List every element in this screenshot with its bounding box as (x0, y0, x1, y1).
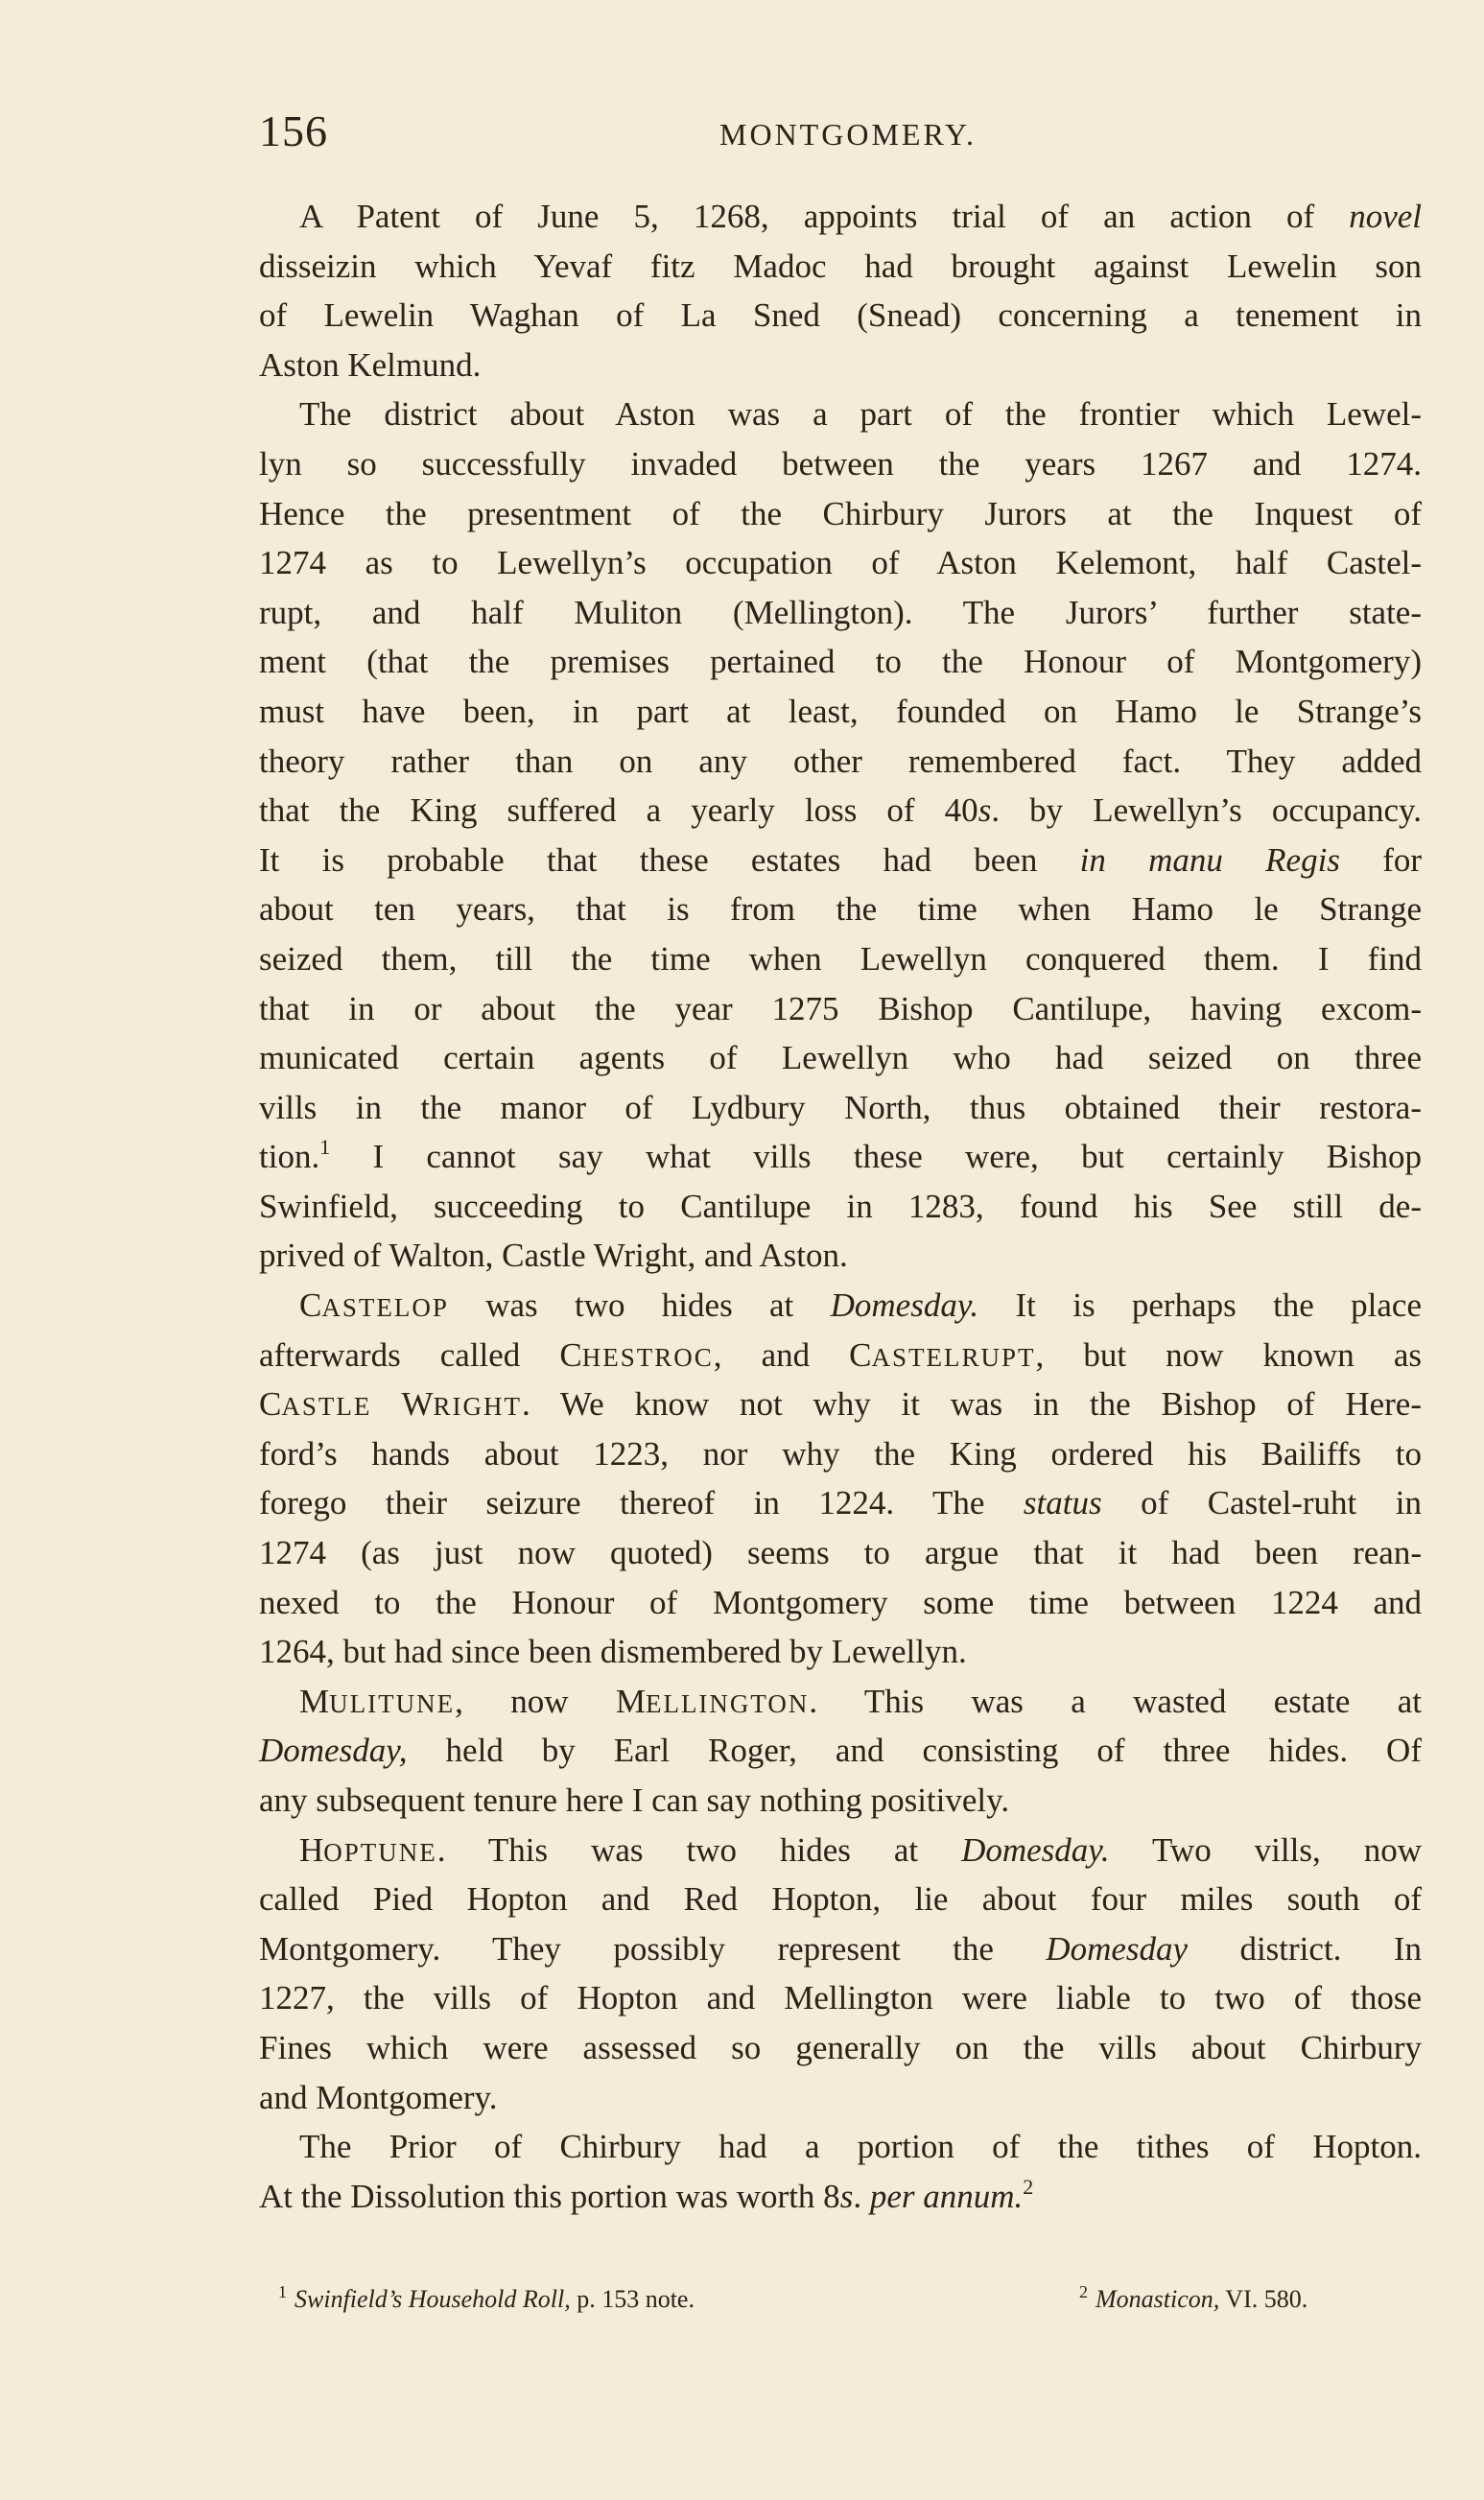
text-line (259, 1182, 1422, 1232)
footnote-marker: 2 (1023, 2174, 1034, 2199)
text-run: I cannot say what vills these were, but certainly Bishop (330, 1138, 1422, 1176)
small-caps-text: ELLINGTON (645, 1688, 810, 1718)
text-run: The district about Aston was a part of the frontier which Lewel- (299, 395, 1422, 434)
italic-text: in manu Regis (1079, 840, 1340, 879)
footnote-2 (1079, 2278, 1307, 2321)
text-run: , and C (713, 1335, 872, 1374)
text-line (259, 737, 1422, 787)
text-line (259, 242, 1422, 292)
text-run: C (259, 1385, 282, 1424)
text-line (259, 1826, 1422, 1875)
text-run: and Montgomery. (259, 2078, 498, 2116)
text-run: Two vills, now (1109, 1830, 1422, 1869)
text-run: afterwards called C (259, 1335, 582, 1374)
text-run: nexed to the Honour of Montgomery some time between 1224 and (259, 1583, 1422, 1621)
text-line (259, 2172, 1422, 2222)
text-line (259, 1033, 1422, 1083)
text-run: , but now known as (1035, 1335, 1422, 1374)
text-line (259, 538, 1422, 588)
text-run: called Pied Hopton and Red Hopton, lie about four miles south of (259, 1880, 1422, 1919)
text-line (259, 1380, 1422, 1429)
text-run: W (371, 1385, 434, 1424)
text-run: for (1339, 840, 1423, 879)
italic-text: Domesday (1046, 1929, 1189, 1968)
text-line (259, 1973, 1422, 2023)
text-run: municated certain agents of Lewellyn who had seized on three (259, 1039, 1422, 1077)
text-line (259, 192, 1422, 242)
running-head: MONTGOMERY. (719, 117, 977, 152)
text-line (259, 2023, 1422, 2073)
text-run: 1264, but had since been dismembered by Lewellyn. (259, 1633, 967, 1671)
text-run: . We know not why it was in the Bishop of Here- (522, 1385, 1422, 1424)
text-line (259, 1281, 1422, 1331)
text-line (259, 1331, 1422, 1380)
text-line (259, 489, 1422, 539)
text-line (259, 1875, 1422, 1924)
text-run: district. In (1188, 1929, 1422, 1968)
text-line (259, 1627, 1422, 1677)
italic-text: per annum. (869, 2177, 1024, 2215)
text-line (259, 341, 1422, 390)
text-run: The Prior of Chirbury had a portion of the tithes of Hopton. (299, 2128, 1422, 2166)
small-caps-text: RIGHT (433, 1392, 523, 1422)
italic-text: Domesday. (961, 1830, 1110, 1869)
text-line (259, 1231, 1422, 1281)
text-run: rupt, and half Muliton (Mellington). The Jurors’ further state- (259, 593, 1422, 631)
text-run: Hence the presentment of the Chirbury Jurors at the Inquest of (259, 494, 1422, 532)
text-line (259, 588, 1422, 638)
text-line (259, 984, 1422, 1034)
italic-text: s (978, 791, 992, 830)
text-line (259, 1776, 1422, 1826)
text-run: that in or about the year 1275 Bishop Cantilupe, having excom- (259, 989, 1422, 1027)
text-line (259, 1726, 1422, 1776)
text-run: about ten years, that is from the time when Hamo le Strange (259, 890, 1422, 929)
text-run: Aston Kelmund. (259, 345, 482, 384)
text-run: seized them, till the time when Lewellyn conquered them. I find (259, 939, 1422, 978)
text-run: C (299, 1286, 322, 1325)
footnote-1 (278, 2278, 695, 2321)
text-line (259, 2122, 1422, 2172)
text-line (259, 884, 1422, 934)
text-line (259, 1677, 1422, 1727)
text-line (259, 1132, 1422, 1182)
text-run: of Castel-ruht in (1101, 1484, 1422, 1522)
text-run: . by Lewellyn’s occupancy. (991, 791, 1422, 830)
text-run: M (299, 1682, 330, 1720)
text-run: tion. (259, 1138, 320, 1176)
text-run: was two hides at (448, 1286, 831, 1325)
text-run: Swinfield, succeeding to Cantilupe in 1283, found his See still de- (259, 1187, 1422, 1225)
text-run: Fines which were assessed so generally on the vills about Chirbury (259, 2028, 1422, 2066)
text-line (259, 1578, 1422, 1628)
page-number: 156 (259, 106, 328, 155)
footnote-marker: 1 (319, 1135, 331, 1160)
body-text (259, 192, 1422, 2221)
text-run: p. 153 note. (570, 2285, 695, 2313)
text-line (259, 389, 1422, 439)
text-line (259, 934, 1422, 984)
text-line (259, 1924, 1422, 1974)
text-run: 1227, the vills of Hopton and Mellington were liable to two of those (259, 1979, 1422, 2017)
text-run: ment (that the premises pertained to the Honour of Montgomery) (259, 643, 1422, 681)
footnotes (278, 2278, 1401, 2321)
text-run: 1274 (as just now quoted) seems to argue that it had been rean- (259, 1534, 1422, 1572)
text-run: It is perhaps the place (978, 1286, 1422, 1325)
text-run: held by Earl Roger, and consisting of three hides. Of (407, 1732, 1422, 1770)
text-run: forego their seizure thereof in 1224. The (259, 1484, 1024, 1522)
text-run: VI. 580. (1219, 2285, 1308, 2313)
text-run: lyn so successfully invaded between the years 1267 and 1274. (259, 444, 1422, 483)
footnote-number: 1 (278, 2282, 287, 2301)
text-run: . This was two hides at (436, 1830, 962, 1869)
text-run: H (299, 1830, 324, 1869)
text-run: that the King suffered a yearly loss of 40 (259, 791, 978, 830)
text-line (259, 637, 1422, 687)
italic-text: s (839, 2177, 854, 2215)
small-caps-text: ULITUNE (329, 1688, 456, 1718)
text-run: must have been, in part at least, founded on Hamo le Strange’s (259, 692, 1422, 730)
small-caps-text: OPTUNE (323, 1837, 437, 1867)
text-line (259, 1478, 1422, 1528)
italic-text: Swinfield’s Household Roll, (294, 2285, 571, 2313)
text-line (259, 1528, 1422, 1578)
text-run: , now M (455, 1682, 646, 1720)
italic-text: Monasticon, (1095, 2285, 1220, 2313)
small-caps-text: ASTELRUPT (871, 1342, 1036, 1372)
text-line (259, 1083, 1422, 1133)
text-run: At the Dissolution this portion was worth 8 (259, 2177, 840, 2215)
text-line (259, 291, 1422, 341)
text-run: Montgomery. They possibly represent the (259, 1929, 1047, 1968)
text-line (259, 439, 1422, 489)
italic-text: status (1023, 1484, 1102, 1522)
page-header (259, 106, 1429, 163)
text-run: disseizin which Yevaf fitz Madoc had brought against Lewelin son (259, 247, 1422, 285)
footnote-number: 2 (1079, 2282, 1088, 2301)
text-line (259, 2073, 1422, 2123)
small-caps-text: ASTLE (281, 1392, 372, 1422)
text-run: A Patent of June 5, 1268, appoints trial of an action of (299, 198, 1350, 235)
text-run: . This was a wasted estate at (809, 1682, 1422, 1720)
text-run: It is probable that these estates had been (259, 840, 1080, 879)
text-run: vills in the manor of Lydbury North, thus obtained their restora- (259, 1088, 1422, 1126)
text-line (259, 687, 1422, 737)
italic-text: Domesday. (830, 1286, 979, 1325)
text-run: 1274 as to Lewellyn’s occupation of Aston Kelemont, half Castel- (259, 544, 1422, 582)
text-run: any subsequent tenure here I can say nothing positively. (259, 1781, 1010, 1819)
text-line (259, 836, 1422, 885)
text-run: prived of Walton, Castle Wright, and Aston. (259, 1237, 848, 1275)
text-line (259, 1429, 1422, 1479)
text-line (259, 786, 1422, 836)
small-caps-text: ASTELOP (321, 1293, 449, 1323)
italic-text: novel (1349, 198, 1422, 235)
text-run: . (853, 2177, 870, 2215)
text-run: theory rather than on any other remembered fact. They added (259, 742, 1422, 780)
text-run: ford’s hands about 1223, nor why the King ordered his Bailiffs to (259, 1434, 1422, 1473)
small-caps-text: HESTROC (581, 1342, 714, 1372)
italic-text: Domesday, (259, 1732, 408, 1770)
text-run: of Lewelin Waghan of La Sned (Snead) concerning a tenement in (259, 296, 1422, 335)
